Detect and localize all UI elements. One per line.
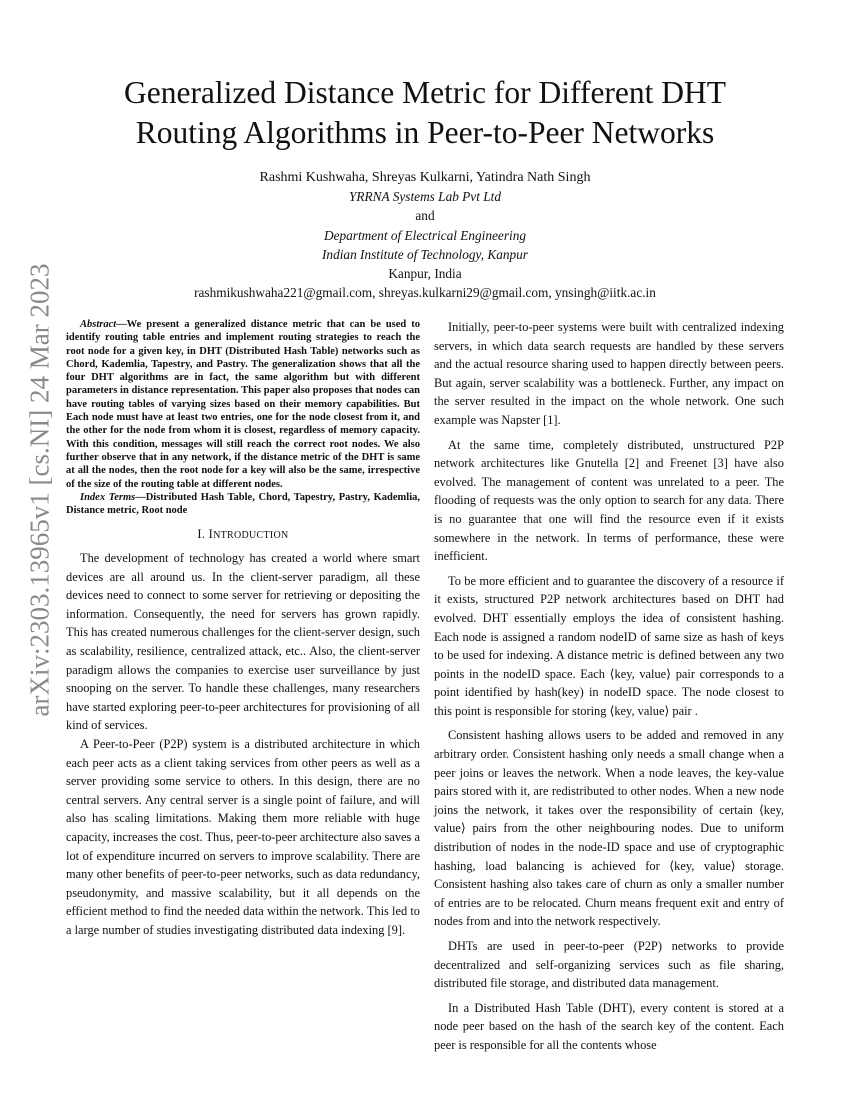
title-line-1: Generalized Distance Metric for Different DHT — [123, 75, 727, 110]
right-paragraph-4: Consistent hashing allows users to be added and removed in any arbitrary order. Consistent hashing only needs a small change when a peer joins or leaves the network. When a node leaves, the key-value pairs stored with it, are redistributed to other nodes. When a new node joins the network, it takes over the responsibility of certain ⟨key, value⟩ pairs from the other neighbouring nodes. Due to uniform distribution of nodes in the node-ID space and use of cryptographic hashing, load balancing is achieved for ⟨key, value⟩ storage. Consistent hashing also takes care of churn as only a smaller number of entries are to be relocated. Churn means frequent exit and entry of nodes from and into the network respectively. — [434, 728, 784, 929]
section-title-rest: NTRODUCTION — [213, 530, 289, 542]
author-emails: rashmikushwaha221@gmail.com, shreyas.kulkarni29@gmail.com, ynsingh@iitk.ac.in — [194, 285, 656, 301]
left-column — [66, 318, 420, 940]
affiliation-institute: Indian Institute of Technology, Kanpur — [322, 246, 528, 262]
section-title-initial: I — [208, 527, 214, 542]
section-number: I. — [197, 527, 206, 542]
author-names: Rashmi Kushwaha, Shreyas Kulkarni, Yatindra Nath Singh — [259, 170, 591, 185]
right-paragraph-3: To be more efficient and to guarantee the discovery of a resource if it exists, structured P2P network architectures based on DHT had evolved. DHT essentially employs the idea of consistent hashing. Each node is assigned a random nodeID of same size as hash of keys to be used for indexing. A distance metric is defined between any two points in the nodeID space. Each ⟨key, value⟩ pair corresponds to a point identified by hash(key) in nodeID space. The node closest to this point is responsible for storing ⟨key, value⟩ pair . — [434, 573, 784, 718]
intro-paragraph-2: A Peer-to-Peer (P2P) system is a distributed architecture in which each peer acts as a client taking services from other peers as well as a server providing some service to others. In this design, there are no central servers. Any central server is a single point of failure, and will also has scaling limitations. Making them more reliable with huge capacity, increases the cost. Thus, peer-to-peer architecture also saves a lot of expenditure incurred on servers to improve scalability. There are many other benefits of peer-to-peer networks, such as data redundancy, pseudonymity, and massive scalability, but it all depends on the efficient method to find the needed data within the network. This led to a large number of studies investigating distributed data indexing [9]. — [66, 736, 420, 937]
right-column — [434, 318, 784, 1061]
abstract-label: Abstract — [80, 319, 117, 330]
abstract-text: —We present a generalized distance metric that can be used to identify routing table entries and implement routing strategies to reach the root node for a given key, in DHT (Distributed Hash Table) networks such as Chord, Kademlia, Tapestry, and Pastry. The generalization shows that all the four DHT algorithms are in fact, the same algorithm but with different parameters in distance representation. This paper also proposes that nodes can have routing tables of varying sizes based on their memory capabilities. But Each node must have at least two entries, one for the node closest from it, and the other for the node from whom it is closest, regardless of memory capacity. With this condition, messages will still reach the correct root nodes. We also further observe that in any network, if the distance metric of the DHT is same at all the nodes, then the root node for a key will also be the same, irrespective of the size of the routing table at different nodes. — [66, 319, 420, 490]
index-terms-text: —Distributed Hash Table, Chord, Tapestry, Pastry, Kademlia, Distance metric, Root node — [66, 491, 420, 517]
right-paragraph-5: DHTs are used in peer-to-peer (P2P) networks to provide decentralized and self-organizing services such as file sharing, distributed file storage, and distributed data management. — [434, 939, 784, 991]
affiliation-location: Kanpur, India — [388, 266, 462, 282]
index-terms-label: Index Terms — [80, 491, 136, 503]
intro-paragraph-1: The development of technology has created a world where smart devices are all around us. In the client-server paradigm, all these devices need to connect to some server for retrieving or depositing the information. Consequently, the need for servers has grown rapidly. This has created numerous challenges for the client-server design, such as scalability, resilience, centralized attack, etc.. Also, the client-server paradigm allows the companies to exercise user surveillance by just snooping on the server. To handle these challenges, many researchers have started exploring peer-to-peer architectures for provisioning of all kind of services. — [66, 551, 420, 733]
affiliation-and: and — [415, 208, 435, 224]
affiliation-company: YRRNA Systems Lab Pvt Ltd — [349, 189, 501, 205]
section-heading-introduction — [66, 525, 420, 546]
paper-title — [70, 73, 780, 153]
right-paragraph-6: In a Distributed Hash Table (DHT), every content is stored at a node peer based on the hash of the search key of the content. Each peer is responsible for all the contents whose — [434, 1000, 784, 1052]
right-paragraph-2: At the same time, completely distributed, unstructured P2P network architectures like Gnutella [2] and Freenet [3] have also evolved. The management of content was unrelated to a peer. The flooding of requests was the only option to search for any data. There is no guarantee that one will find the resource even if it exists somewhere in the network. In terms of performance, these were inefficient. — [434, 437, 784, 564]
arxiv-identifier-text: arXiv:2303.13965v1 [cs.NI] 24 Mar 2023 — [24, 263, 55, 717]
abstract — [66, 318, 420, 491]
affiliation-department: Department of Electrical Engineering — [324, 227, 526, 243]
title-line-2: Routing Algorithms in Peer-to-Peer Networks — [135, 115, 715, 150]
right-paragraph-1: Initially, peer-to-peer systems were built with centralized indexing servers, in which data search requests are handled by these servers and the actual resource sharing used to happen directly between peers. But again, server scalability was a bottleneck. Further, any impact on the server resulted in the impact on the whole network. One such example was Napster [1]. — [434, 320, 784, 427]
arxiv-identifier — [12, 263, 68, 717]
author-block — [100, 168, 750, 302]
index-terms — [66, 491, 420, 518]
